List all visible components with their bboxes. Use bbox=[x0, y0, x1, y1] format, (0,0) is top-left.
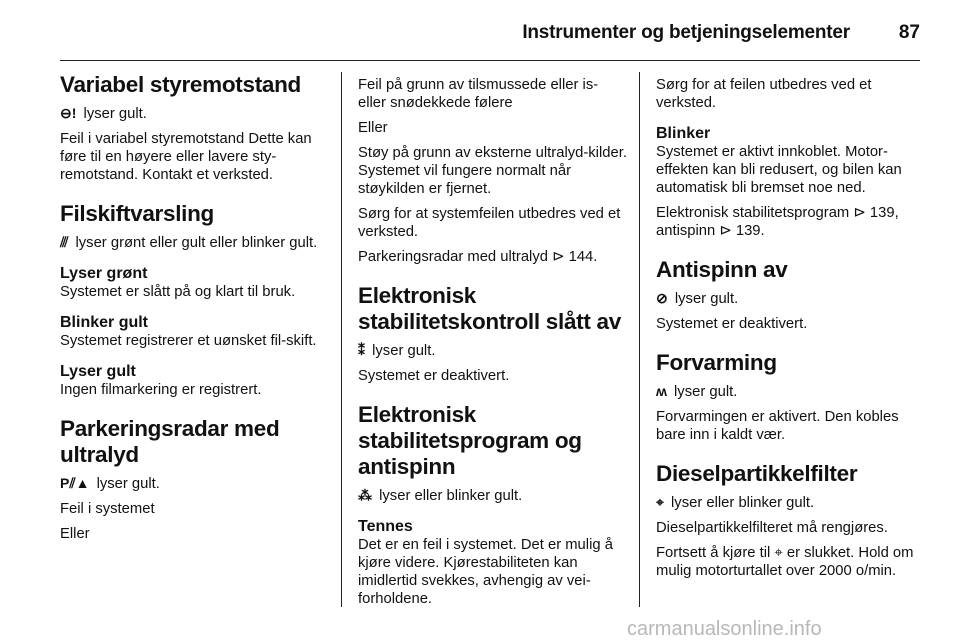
paragraph: Systemet registrerer et uønsket fil-skift. bbox=[60, 333, 317, 349]
column-2 bbox=[358, 76, 628, 615]
page-header bbox=[60, 18, 920, 48]
paragraph: Eller bbox=[60, 526, 90, 542]
column-3 bbox=[656, 76, 926, 587]
indicator-text: lyser eller blinker gult. bbox=[671, 495, 815, 511]
indicator-text: lyser gult. bbox=[674, 384, 738, 400]
paragraph: Sørg for at feilen utbedres ved et verksted. bbox=[656, 77, 872, 111]
indicator-text: lyser gult. bbox=[96, 476, 160, 492]
section-title: Filskiftvarsling bbox=[60, 201, 214, 226]
paragraph: Dieselpartikkelfilteret må rengjøres. bbox=[656, 520, 888, 536]
section-title: Dieselpartikkelfilter bbox=[656, 461, 858, 486]
column-divider-2 bbox=[639, 72, 640, 607]
column-1 bbox=[60, 72, 330, 550]
indicator-line bbox=[60, 233, 330, 252]
section-title: Elektronisk stabilitetskontroll slått av bbox=[358, 283, 621, 334]
paragraph: Sørg for at systemfeilen utbedres ved et verksted. bbox=[358, 206, 621, 240]
paragraph: Feil i systemet bbox=[60, 501, 155, 517]
paragraph: Forvarmingen er aktivert. Den kobles bare inn i kaldt vær. bbox=[656, 409, 899, 443]
section-title: Forvarming bbox=[656, 350, 777, 375]
indicator-text: lyser grønt eller gult eller blinker gult. bbox=[75, 235, 318, 251]
indicator-line bbox=[358, 486, 628, 505]
paragraph: Elektronisk stabilitetsprogram ⊳ 139, antispinn ⊳ 139. bbox=[656, 205, 899, 239]
particle-filter-icon: ⌖ bbox=[656, 494, 664, 510]
indicator-line bbox=[656, 382, 926, 401]
esc-off-icon: ⁑ bbox=[358, 342, 365, 358]
paragraph: Fortsett å kjøre til ⌖ er slukket. Hold om mulig motorturtallet over 2000 o/min. bbox=[656, 545, 914, 579]
section-title: Parkeringsradar med ultralyd bbox=[60, 416, 280, 467]
subheading: Blinker bbox=[656, 125, 711, 142]
paragraph: Ingen filmarkering er registrert. bbox=[60, 382, 262, 398]
indicator-line bbox=[60, 104, 330, 123]
paragraph: Systemet er slått på og klart til bruk. bbox=[60, 284, 296, 300]
paragraph: Eller bbox=[358, 120, 388, 136]
subheading: Lyser gult bbox=[60, 363, 136, 380]
subheading: Lyser grønt bbox=[60, 265, 148, 282]
paragraph: Feil på grunn av tilsmussede eller is- eller snødekkede følere bbox=[358, 77, 599, 111]
indicator-line bbox=[656, 289, 926, 308]
running-title: Instrumenter og betjeningselementer bbox=[522, 22, 850, 43]
header-rule bbox=[60, 60, 920, 61]
paragraph: Det er en feil i systemet. Det er mulig å kjøre videre. Kjørestabiliteten kan imidlertid svekkes, avhengig av vei-forholdene. bbox=[358, 537, 613, 607]
subheading: Tennes bbox=[358, 518, 413, 535]
lane-departure-icon: ⫻ bbox=[60, 234, 69, 250]
subheading: Blinker gult bbox=[60, 314, 149, 331]
traction-off-icon: ⊘ bbox=[656, 290, 668, 306]
section-title: Variabel styremotstand bbox=[60, 72, 301, 97]
paragraph: Feil i variabel styremotstand Dette kan føre til en høyere eller lavere sty-remotstand. Kontakt et verksted. bbox=[60, 131, 312, 183]
watermark: carmanualsonline.info bbox=[627, 618, 822, 640]
indicator-text: lyser eller blinker gult. bbox=[379, 488, 523, 504]
paragraph: Systemet er deaktivert. bbox=[656, 316, 808, 332]
section-title: Antispinn av bbox=[656, 257, 788, 282]
steering-warning-icon: ⊖! bbox=[60, 105, 77, 121]
paragraph: Systemet er aktivt innkoblet. Motor-effekten kan bli redusert, og bilen kan automatisk bli bremset noe ned. bbox=[656, 144, 902, 196]
section-title: Elektronisk stabilitetsprogram og antispinn bbox=[358, 402, 582, 479]
paragraph: Systemet er deaktivert. bbox=[358, 368, 510, 384]
glow-plug-icon: ʍ bbox=[656, 383, 667, 399]
indicator-line bbox=[358, 341, 628, 360]
paragraph: Støy på grunn av eksterne ultralyd-kilder. Systemet vil fungere normalt når støykilden er fjernet. bbox=[358, 145, 627, 197]
indicator-text: lyser gult. bbox=[83, 106, 147, 122]
indicator-line bbox=[656, 493, 926, 512]
parking-radar-icon: P⫽▲ bbox=[60, 475, 90, 491]
column-divider-1 bbox=[341, 72, 342, 607]
page-number: 87 bbox=[898, 22, 920, 43]
indicator-line bbox=[60, 474, 330, 493]
indicator-text: lyser gult. bbox=[674, 291, 739, 307]
esc-icon: ⁂ bbox=[358, 487, 372, 503]
paragraph: Parkeringsradar med ultralyd ⊳ 144. bbox=[358, 249, 598, 265]
indicator-text: lyser gult. bbox=[372, 343, 436, 359]
